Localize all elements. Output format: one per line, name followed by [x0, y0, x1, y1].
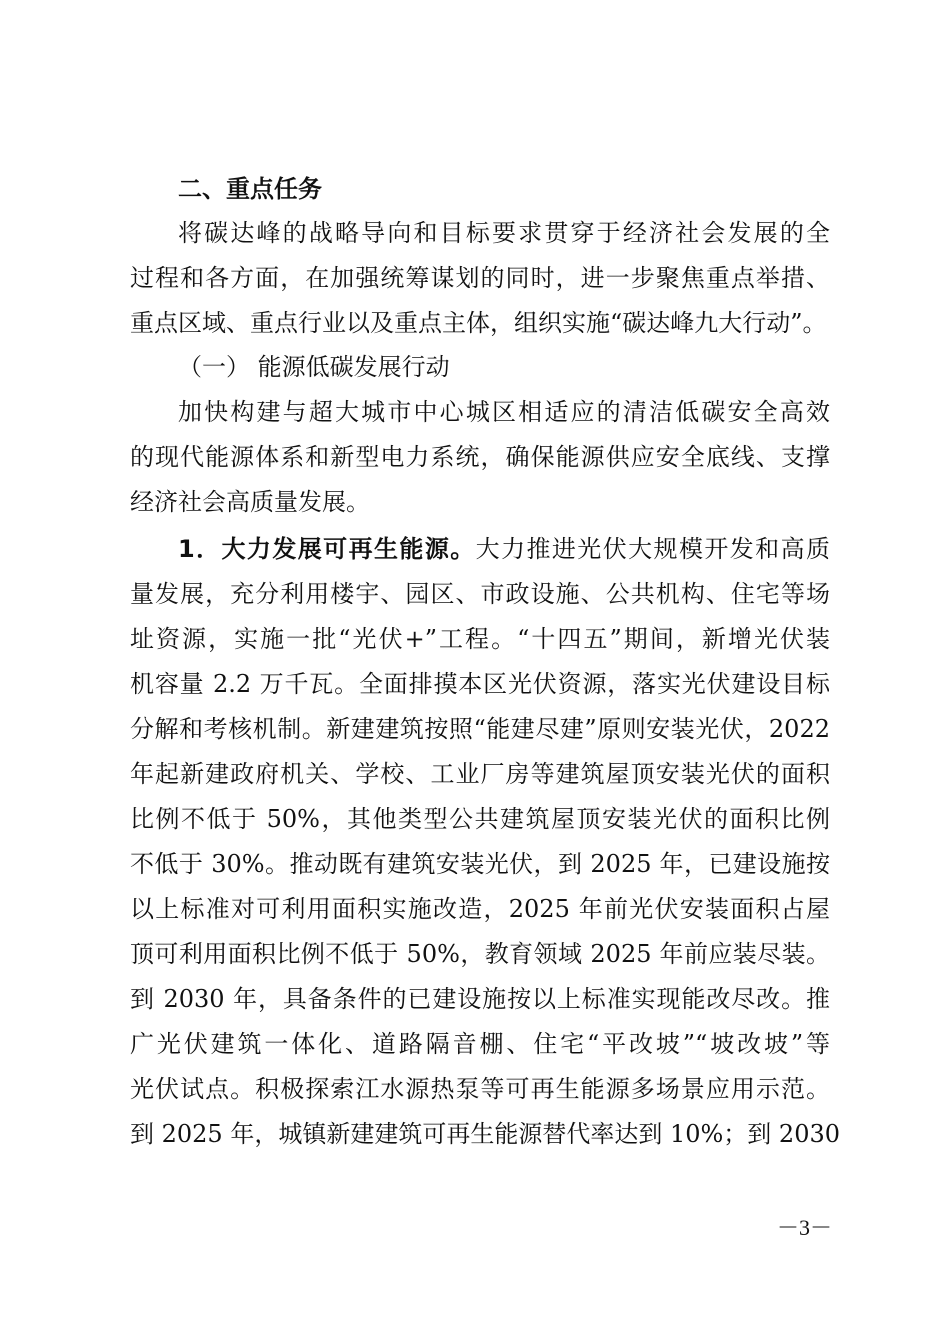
- subsection-intro-line: 经济社会高质量发展。: [130, 488, 370, 516]
- item1-line: 年起新建政府机关、学校、工业厂房等建筑屋顶安装光伏的面积: [130, 760, 830, 788]
- item1-line: 光伏试点。积极探索江水源热泵等可再生能源多场景应用示范。: [130, 1075, 830, 1103]
- item1-line: 到 2030 年，具备条件的已建设施按以上标准实现能改尽改。推: [130, 985, 830, 1013]
- subsection-heading: （一） 能源低碳发展行动: [178, 353, 450, 381]
- item1-line: 量发展，充分利用楼宇、园区、市政设施、公共机构、住宅等场: [130, 580, 830, 608]
- item1-line: 广光伏建筑一体化、道路隔音棚、住宅“平改坡”“坡改坡”等: [130, 1030, 830, 1058]
- section-intro-line: 将碳达峰的战略导向和目标要求贯穿于经济社会发展的全: [178, 219, 830, 247]
- item1-line: 址资源，实施一批“光伏+”工程。“十四五”期间，新增光伏装: [130, 625, 830, 653]
- item1-first-line: [178, 532, 830, 566]
- item1-line: 分解和考核机制。新建建筑按照“能建尽建”原则安装光伏，2022: [130, 715, 830, 743]
- page-number: －3－: [776, 1215, 832, 1240]
- item1-line: 不低于 30%。推动既有建筑安装光伏，到 2025 年，已建设施按: [130, 850, 830, 878]
- item1-first-line-text: 大力推进光伏大规模开发和高质: [475, 535, 831, 563]
- item1-line: 机容量 2.2 万千瓦。全面排摸本区光伏资源，落实光伏建设目标: [130, 670, 830, 698]
- item1-line: 到 2025 年，城镇新建建筑可再生能源替代率达到 10%；到 2030: [130, 1120, 841, 1148]
- section-heading: 二、重点任务: [178, 175, 322, 203]
- item1-line: 以上标准对可利用面积实施改造，2025 年前光伏安装面积占屋: [130, 895, 830, 923]
- item1-line: 比例不低于 50%，其他类型公共建筑屋顶安装光伏的面积比例: [130, 805, 830, 833]
- section-intro-line: 重点区域、重点行业以及重点主体，组织实施“碳达峰九大行动”。: [130, 309, 827, 337]
- item1-lead: 1．大力发展可再生能源。: [178, 535, 476, 563]
- item1-line: 顶可利用面积比例不低于 50%，教育领域 2025 年前应装尽装。: [130, 940, 830, 968]
- section-intro-line: 过程和各方面，在加强统筹谋划的同时，进一步聚焦重点举措、: [130, 264, 830, 292]
- subsection-intro-line: 的现代能源体系和新型电力系统，确保能源供应安全底线、支撑: [130, 443, 830, 471]
- subsection-intro-line: 加快构建与超大城市中心城区相适应的清洁低碳安全高效: [178, 398, 830, 426]
